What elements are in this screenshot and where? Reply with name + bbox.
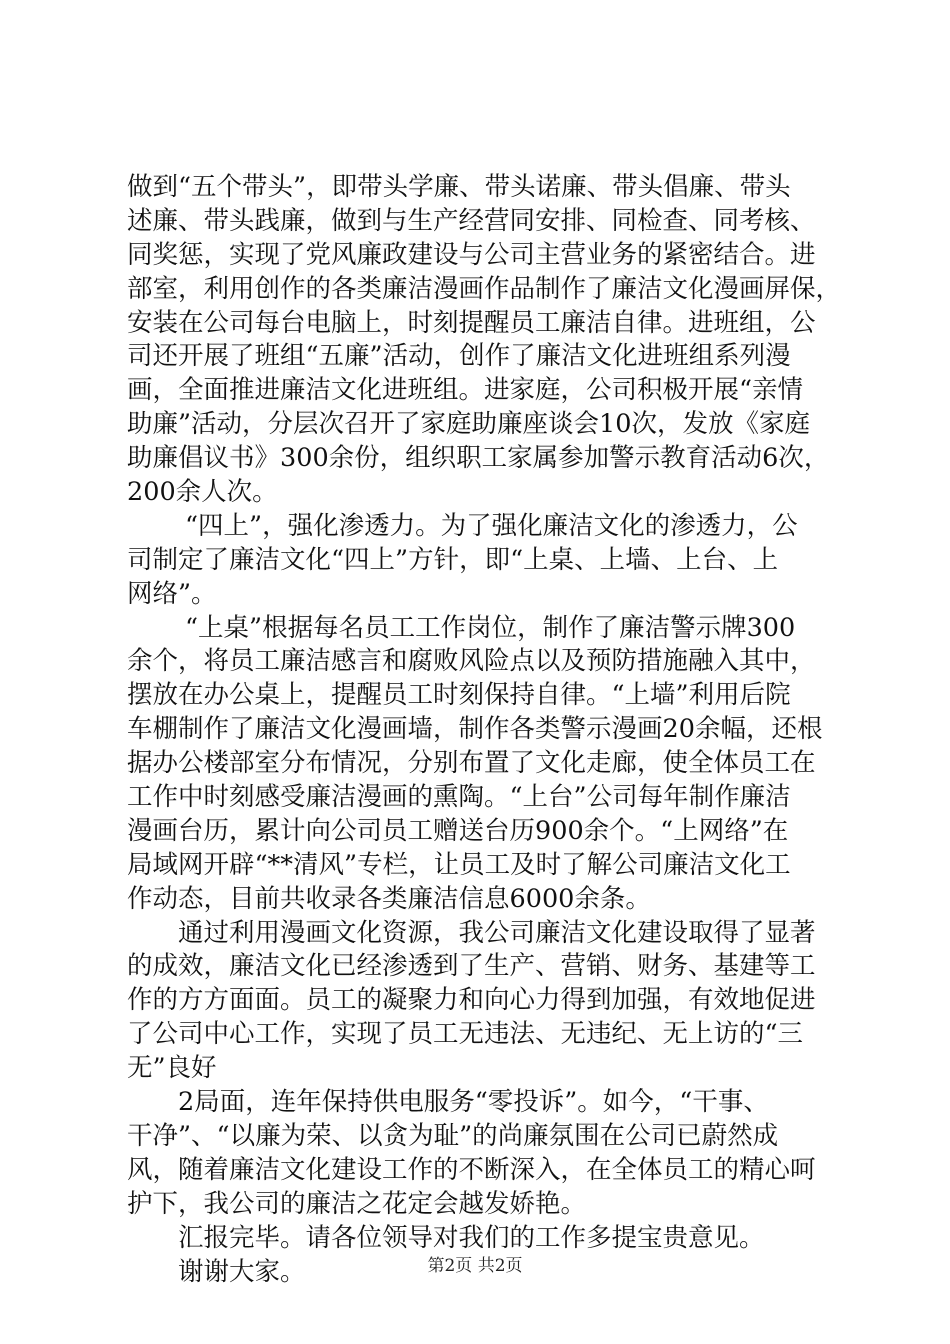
body-text-line: 安装在公司每台电脑上，时刻提醒员工廉洁自律。进班组，公 xyxy=(127,307,816,338)
body-text-line: “四上”，强化渗透力。为了强化廉洁文化的渗透力，公 xyxy=(185,510,798,541)
body-text-line: 漫画台历，累计向公司员工赠送台历900余个。“上网络”在 xyxy=(127,815,789,846)
body-text-line: 据办公楼部室分布情况，分别布置了文化走廊，使全体员工在 xyxy=(127,748,816,779)
page-footer: 第2页 共2页 xyxy=(427,1256,523,1276)
body-text-line: 述廉、带头践廉，做到与生产经营同安排、同检查、同考核、 xyxy=(127,205,816,236)
body-text-line: 工作中时刻感受廉洁漫画的熏陶。“上台”公司每年制作廉洁 xyxy=(127,782,791,813)
body-text-line: 风，随着廉洁文化建设工作的不断深入，在全体员工的精心呵 xyxy=(127,1154,816,1185)
body-text-line: 司还开展了班组“五廉”活动，创作了廉洁文化进班组系列漫 xyxy=(127,341,791,372)
body-text-line: 护下，我公司的廉洁之花定会越发娇艳。 xyxy=(127,1188,587,1219)
body-text-line: 局域网开辟“**清风”专栏，让员工及时了解公司廉洁文化工 xyxy=(127,849,791,880)
body-text-line: “上桌”根据每名员工工作岗位，制作了廉洁警示牌300 xyxy=(185,612,796,643)
body-text-line: 作的方方面面。员工的凝聚力和向心力得到加强，有效地促进 xyxy=(127,985,816,1016)
body-text-line: 网络”。 xyxy=(127,578,217,609)
body-text-line: 作动态，目前共收录各类廉洁信息6000余条。 xyxy=(127,883,651,914)
body-text-line: 通过利用漫画文化资源，我公司廉洁文化建设取得了显著 xyxy=(178,917,816,948)
body-text-line: 司制定了廉洁文化“四上”方针，即“上桌、上墙、上台、上 xyxy=(127,544,779,575)
body-text-line: 2局面，连年保持供电服务“零投诉”。如今，“干事、 xyxy=(178,1087,769,1118)
body-text-line: 干净”、“以廉为荣、以贪为耻”的尚廉氛围在公司已蔚然成 xyxy=(127,1120,779,1151)
body-text-line: 部室，利用创作的各类廉洁漫画作品制作了廉洁文化漫画屏保， xyxy=(127,273,842,304)
body-text-line: 汇报完毕。请各位领导对我们的工作多提宝贵意见。 xyxy=(178,1222,765,1253)
body-text-line: 余个，将员工廉洁感言和腐败风险点以及预防措施融入其中， xyxy=(127,646,816,677)
body-text-line: 助廉”活动，分层次召开了家庭助廉座谈会10次，发放《家庭 xyxy=(127,409,810,440)
body-text-line: 的成效，廉洁文化已经渗透到了生产、营销、财务、基建等工 xyxy=(127,951,816,982)
body-text-line: 谢谢大家。 xyxy=(178,1256,306,1287)
body-text-line: 摆放在办公桌上，提醒员工时刻保持自律。“上墙”利用后院 xyxy=(127,680,791,711)
body-text-line: 做到“五个带头”，即带头学廉、带头诺廉、带头倡廉、带头 xyxy=(127,172,791,202)
body-text-line: 无”良好 xyxy=(127,1053,217,1084)
body-text-line: 车棚制作了廉洁文化漫画墙，制作各类警示漫画20余幅，还根 xyxy=(127,714,823,745)
body-text-line: 同奖惩，实现了党风廉政建设与公司主营业务的紧密结合。进 xyxy=(127,239,816,270)
document-body xyxy=(127,171,842,1289)
body-text-line: 200余人次。 xyxy=(127,477,278,508)
body-text-line: 助廉倡议书》300余份，组织职工家属参加警示教育活动6次， xyxy=(127,443,830,474)
body-text-line: 了公司中心工作，实现了员工无违法、无违纪、无上访的“三 xyxy=(127,1019,804,1050)
body-text-line: 画，全面推进廉洁文化进班组。进家庭，公司积极开展“亲情 xyxy=(127,375,804,406)
